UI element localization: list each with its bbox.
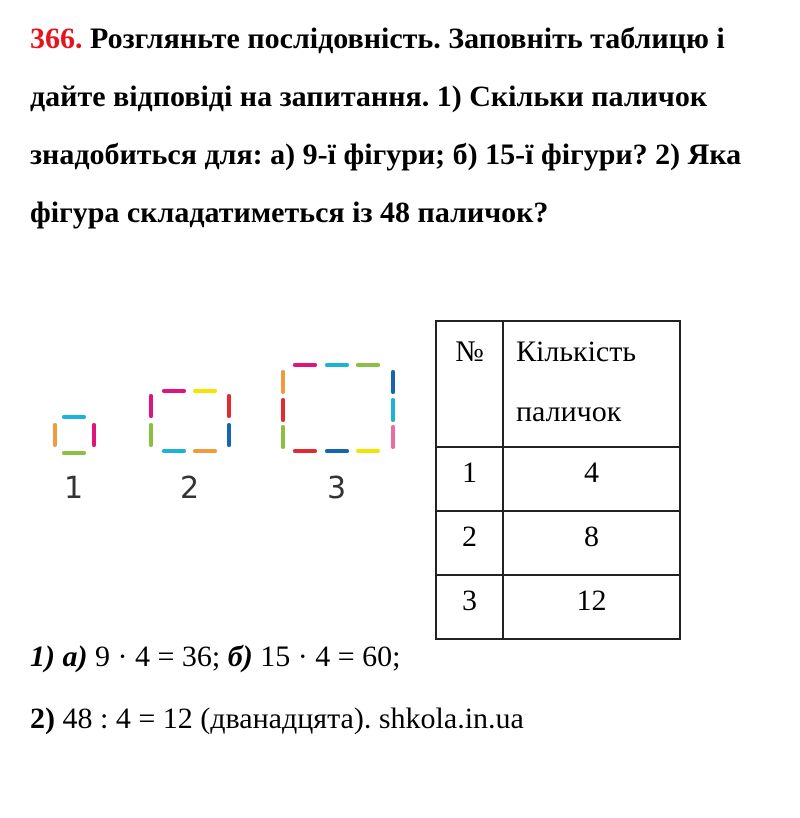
cell-count: 12: [503, 575, 680, 639]
table-row: [436, 575, 680, 639]
header-count-line2: паличок: [516, 395, 622, 428]
cell-number: 2: [436, 511, 503, 575]
answer-2-label: 2): [30, 702, 55, 735]
answer-1a-label: а): [62, 640, 88, 673]
cell-count: 4: [503, 447, 680, 511]
answer-1a-expr: 9 · 4 = 36;: [95, 640, 221, 673]
answer-1b-expr: 15 · 4 = 60;: [260, 640, 401, 673]
stick-squares-icon: [30, 360, 420, 510]
answer-1-label: 1): [30, 640, 55, 673]
answer-1: [30, 640, 400, 674]
answer-2-expr: 48 : 4 = 12 (дванадцята).: [62, 702, 372, 735]
task-text: Розгляньте послідовність. Заповніть таблицю і дайте відповіді на запитання. 1) Скільки паличок знадобиться для: а) 9-ї фігури; б) 15-ї фігури? 2) Яка фігура складатиметься із 48 паличок?: [30, 22, 742, 229]
task-number: 366.: [30, 22, 83, 55]
figure-label-3: 3: [327, 471, 347, 506]
stick-figures-illustration: [30, 360, 420, 510]
answer-2: [30, 702, 524, 736]
source-text: shkola.in.ua: [378, 702, 524, 735]
cell-count: 8: [503, 511, 680, 575]
cell-number: 1: [436, 447, 503, 511]
sticks-table: [435, 320, 681, 640]
table-row: [436, 447, 680, 511]
figure-label-2: 2: [180, 471, 200, 506]
answer-1b-label: б): [227, 640, 253, 673]
table-row: [436, 511, 680, 575]
header-number: №: [436, 321, 503, 447]
header-count-line1: Кількість: [516, 335, 637, 368]
header-count: [503, 321, 680, 447]
figure-label-1: 1: [64, 471, 84, 506]
task-statement: [30, 10, 790, 242]
cell-number: 3: [436, 575, 503, 639]
table-header-row: [436, 321, 680, 447]
